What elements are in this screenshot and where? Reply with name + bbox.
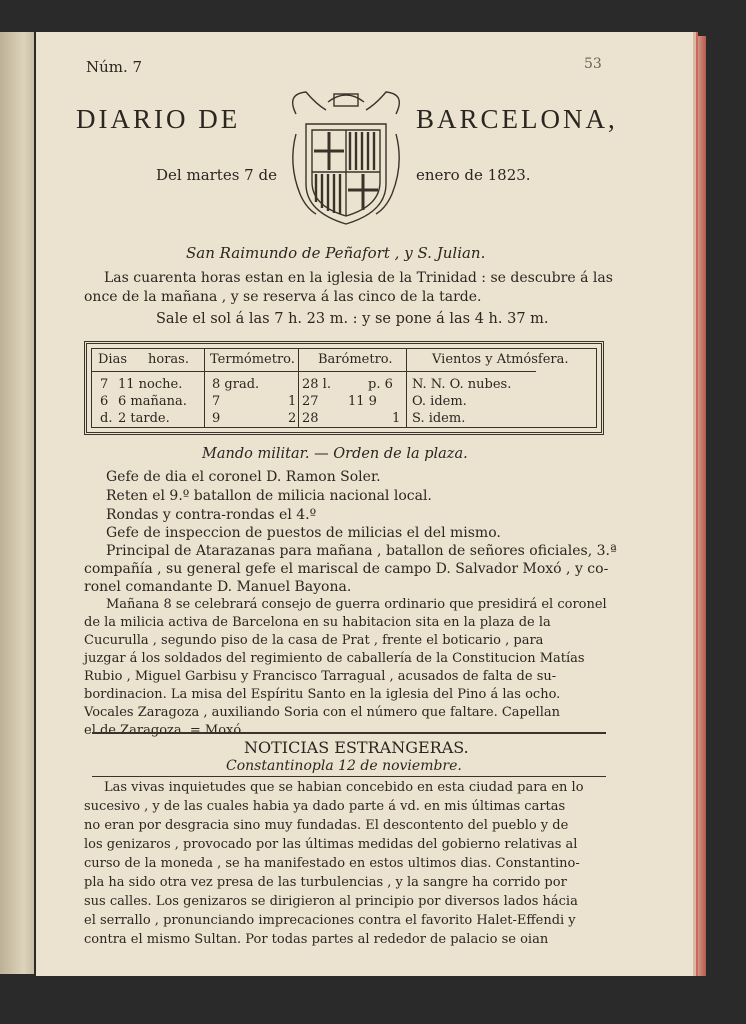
table-cell: 1 [288,394,297,409]
text-line: los genizaros , provocado por las últimas medidas del gobierno relativas al [84,837,578,852]
col-header-barometer: Barómetro. [318,352,393,367]
text-line: Rubio , Miguel Garbisu y Francisco Tarragual , acusados de falta de su- [84,669,557,684]
issue-number: Núm. 7 [86,58,143,76]
table-cell: d. [100,411,113,426]
sun-times: Sale el sol á las 7 h. 23 m. : y se pone á las 4 h. 37 m. [156,311,549,327]
news-divider [92,776,606,777]
masthead-title-left: DIARIO DE [76,104,241,134]
text-line: curso de la moneda , se ha manifestado en estos ultimos dias. Constantino- [84,856,580,871]
table-cell: 2 [288,411,297,426]
text-line: no eran por desgracia sino muy fundadas. El descontento del pueblo y de [84,818,569,833]
table-cell: 6 mañana. [118,394,187,409]
newspaper-page [36,32,696,976]
table-cell: 11 noche. [118,377,183,392]
text-line: Reten el 9.º batallon de milicia nacional local. [106,488,432,504]
text-line: Gefe de inspeccion de puestos de milicias el del mismo. [106,525,501,541]
text-line: Vocales Zaragoza , auxiliando Soria con el número que faltare. Capellan [84,705,560,720]
text-line: Mañana 8 se celebrará consejo de guerra ordinario que presidirá el coronel [106,597,607,612]
text-line: contra el mismo Sultan. Por todas partes al rededor de palacio se oian [84,932,549,947]
table-cell: 9 [212,411,221,426]
table-cell: 27 [302,394,319,409]
page-number: 53 [584,56,602,72]
table-cell: 1 [392,411,401,426]
col-header-thermometer: Termómetro. [210,352,295,367]
text-line: el serrallo , pronunciando imprecaciones contra el favorito Halet-Effendi y [84,913,576,928]
col-header-winds: Vientos y Atmósfera. [432,352,569,367]
saints-of-the-day: San Raimundo de Peñafort , y S. Julian. [186,244,486,262]
weather-table [84,341,604,435]
col-header-hours: horas. [148,352,189,367]
table-cell: N. N. O. nubes. [412,377,512,392]
page-edge [696,36,706,976]
barcelona-coat-of-arms-icon [286,84,406,236]
table-cell: p. 6 [368,377,393,392]
text-line: Las vivas inquietudes que se habian concebido en esta ciudad para en lo [104,780,584,795]
text-line: de la milicia activa de Barcelona en su habitacion sita en la plaza de la [84,615,551,630]
date-right: enero de 1823. [416,166,531,184]
table-cell: 28 l. [302,377,331,392]
table-cell: 8 grad. [212,377,260,392]
text-line: Cucurulla , segundo piso de la casa de Prat , frente el boticario , para [84,633,544,648]
text-line: juzgar á los soldados del regimiento de caballería de la Constitucion Matías [84,651,585,666]
table-cell: 28 [302,411,319,426]
text-line: sucesivo , y de las cuales habia ya dado parte á vd. en mis últimas cartas [84,799,566,814]
section-divider [92,732,606,734]
text-line: Principal de Atarazanas para mañana , batallon de señores oficiales, 3.ª [106,543,617,559]
text-line: el de Zaragoza. = Moxó. [84,723,246,738]
text-line: Gefe de dia el coronel D. Ramon Soler. [106,469,381,485]
intro-line: once de la mañana , y se reserva á las cinco de la tarde. [84,289,482,305]
previous-page-edge [0,32,34,974]
table-cell: 6 [100,394,109,409]
intro-line: Las cuarenta horas estan en la iglesia de la Trinidad : se descubre á las [104,270,613,286]
masthead-title-right: BARCELONA, [416,104,618,134]
text-line: compañía , su general gefe el mariscal de campo D. Salvador Moxó , y co- [84,561,609,577]
table-cell: 2 tarde. [118,411,170,426]
table-cell: 7 [100,377,109,392]
table-cell: S. idem. [412,411,466,426]
news-dateline: Constantinopla 12 de noviembre. [226,758,462,774]
col-header-days: Dias [98,352,128,367]
table-cell: 11 9 [348,394,377,409]
table-cell: 7 [212,394,221,409]
table-cell: O. idem. [412,394,467,409]
news-section-title: NOTICIAS ESTRANGERAS. [244,738,469,757]
text-line: bordinacion. La misa del Espíritu Santo en la iglesia del Pino á las ocho. [84,687,561,702]
text-line: pla ha sido otra vez presa de las turbulencias , y la sangre ha corrido por [84,875,567,890]
text-line: Rondas y contra-rondas el 4.º [106,507,317,523]
date-left: Del martes 7 de [156,166,277,184]
text-line: sus calles. Los genizaros se dirigieron al principio por diversos lados hácia [84,894,578,909]
text-line: ronel comandante D. Manuel Bayona. [84,579,352,595]
military-section-title: Mando militar. — Orden de la plaza. [202,446,468,462]
